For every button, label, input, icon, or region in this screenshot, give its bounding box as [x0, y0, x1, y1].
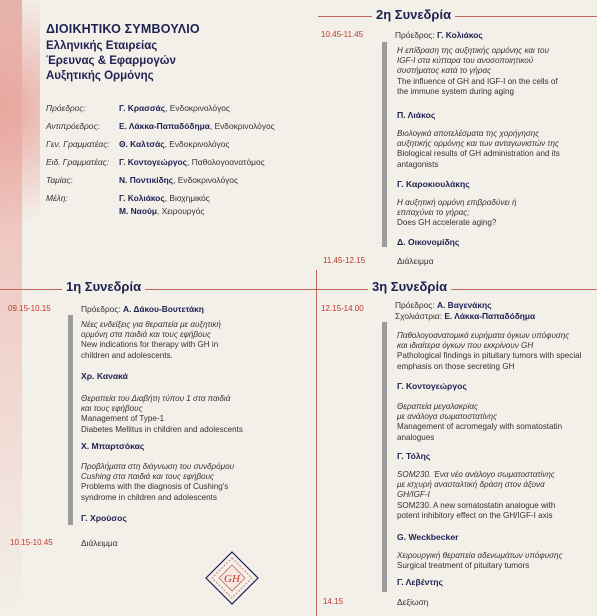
talk: Χειρουργική θεραπεία αδενωμάτων υπόφυσης Surgical treatment of pituitary tumors — [397, 551, 563, 571]
speaker-name: Χρ. Κανακά — [81, 371, 128, 381]
board-subtitle-line: Έρευνας & Εφαρμογών — [46, 55, 176, 67]
speaker-name: Γ. Καροκιουλάκης — [397, 179, 470, 189]
session-2-title: 2η Συνεδρία — [372, 7, 455, 22]
session-divider — [0, 289, 316, 290]
talk: Η επίδραση της αυξητικής ορμόνης και του IGF-I στα κύτταρα του ανοσοποιητικού συστήματος κατά το γήρας The influence of GH and IGF-I on the cells of the immune system during aging — [397, 46, 558, 96]
board-title: ΔΙΟΙΚΗΤΙΚΟ ΣΥΜΒΟΥΛΙΟ — [46, 22, 200, 36]
society-logo — [204, 550, 260, 606]
session-divider — [316, 289, 597, 290]
talk: Βιολογικά αποτελέσματα της χορήγησης αυξητικής ορμόνης και των ανταγωνιστών της Biological results of GH administration and its antagonists — [397, 129, 560, 169]
session-1-chair: Πρόεδρος: Α. Δάκου-Βουτετάκη — [81, 304, 204, 314]
talk: Η αυξητική ορμόνη επιβραδύνει ή επιταχύνει το γήρας; Does GH accelerate aging? — [397, 198, 517, 228]
talk: Θεραπεία μεγαλακρίας με ανάλογα σωματοστατίνης Management of acromegaly with somatostatin analogues — [397, 402, 563, 442]
talk: Παθολογοανατομικά ευρήματα όγκων υπόφυσης και ιδιαίτερα όγκων που εκκρίνουν GH Pathological findings in pituitary tumors with special emphasis on those secreting GH — [397, 331, 582, 371]
end-time: 14.15 — [323, 597, 344, 606]
session-1-bar — [68, 315, 73, 525]
decorative-gradient — [0, 0, 40, 270]
session-1-time: 09.15-10.15 — [8, 304, 51, 313]
session-3-bar — [382, 322, 387, 592]
board-subtitle-line: Αυξητικής Ορμόνης — [46, 70, 154, 82]
board-role: Ταμίας: — [46, 175, 73, 185]
speaker-name: Π. Λιάκος — [397, 110, 436, 120]
board-role: Ειδ. Γραμματέας: — [46, 157, 110, 167]
board-role: Αντιπρόεδρος: — [46, 121, 100, 131]
session-2-time: 10.45-11.45 — [321, 30, 364, 39]
speaker-name: Γ. Χρούσος — [81, 513, 127, 523]
logo-text: GH — [224, 573, 240, 585]
speaker-name: G. Weckbecker — [397, 532, 459, 542]
board-member: Ν. Ποντικίδης, Ενδοκρινολόγος — [119, 175, 238, 185]
talk: SOM230. Ένα νέο ανάλογο σωματοστατίνης με ισχυρή ανασταλτική δράση στον άξονα GH/IGF-I SOM230. A new somatostatin analogue with potent inhibitory effect on the GH/IGF-I axis — [397, 470, 556, 520]
speaker-name: Χ. Μπαρτσόκας — [81, 441, 145, 451]
reception-label: Δεξίωση — [397, 597, 429, 607]
break-label: Διάλειμμα — [81, 538, 118, 548]
column-divider — [316, 270, 317, 616]
talk: Θεραπεία του Διαβήτη τύπου 1 στα παιδιά και τους εφήβους Management of Type-1 Diabetes Mellitus in children and adolescents — [81, 394, 243, 434]
board-member: Θ. Καλτσάς, Ενδοκρινολόγος — [119, 139, 230, 149]
session-1-title: 1η Συνεδρία — [62, 279, 145, 294]
session-3-moderator: Σχολιάστρια: Ε. Λάκκα-Παπαδόδημα — [395, 311, 536, 321]
speaker-name: Γ. Τόλης — [397, 451, 431, 461]
session-2-chair: Πρόεδρος: Γ. Κολιάκος — [395, 30, 483, 40]
session-2-bar — [382, 42, 387, 247]
board-member: Γ. Κοντογεώργος, Παθολογοανατόμος — [119, 157, 265, 167]
board-member: Γ. Κρασσάς, Ενδοκρινολόγος — [119, 103, 230, 113]
break-time: 11.45-12.15 — [323, 256, 366, 265]
session-3-title: 3η Συνεδρία — [368, 279, 451, 294]
board-role: Πρόεδρος: — [46, 103, 86, 113]
talk: Προβλήματα στη διάγνωση του συνδρόμου Cushing στα παιδιά και τους εφήβους Problems with the diagnosis of Cushing's syndrome in children and adolescents — [81, 462, 235, 502]
board-subtitle-line: Ελληνικής Εταιρείας — [46, 40, 158, 52]
speaker-name: Δ. Οικονομίδης — [397, 237, 460, 247]
board-member: Μ. Ναούμ, Χειρουργός — [119, 206, 205, 216]
break-label: Διάλειμμα — [397, 256, 434, 266]
board-member: Ε. Λάκκα-Παπαδόδημα, Ενδοκρινολόγος — [119, 121, 275, 131]
board-role: Γεν. Γραμματέας: — [46, 139, 110, 149]
speaker-name: Γ. Λεβέντης — [397, 577, 443, 587]
board-role: Μέλη: — [46, 193, 68, 203]
session-divider — [318, 16, 597, 17]
break-time: 10.15-10.45 — [10, 538, 53, 547]
board-member: Γ. Κολιάκος, Βιοχημικός — [119, 193, 210, 203]
session-3-chair: Πρόεδρος: Α. Βαγενάκης — [395, 300, 492, 310]
speaker-name: Γ. Κοντογεώργος — [397, 381, 467, 391]
talk: Νέες ενδείξεις για θεραπεία με αυξητική ορμόνη στα παιδιά και τους εφήβους New indications for therapy with GH in children and adolescents. — [81, 320, 221, 360]
session-3-time: 12.15-14.00 — [321, 304, 364, 313]
